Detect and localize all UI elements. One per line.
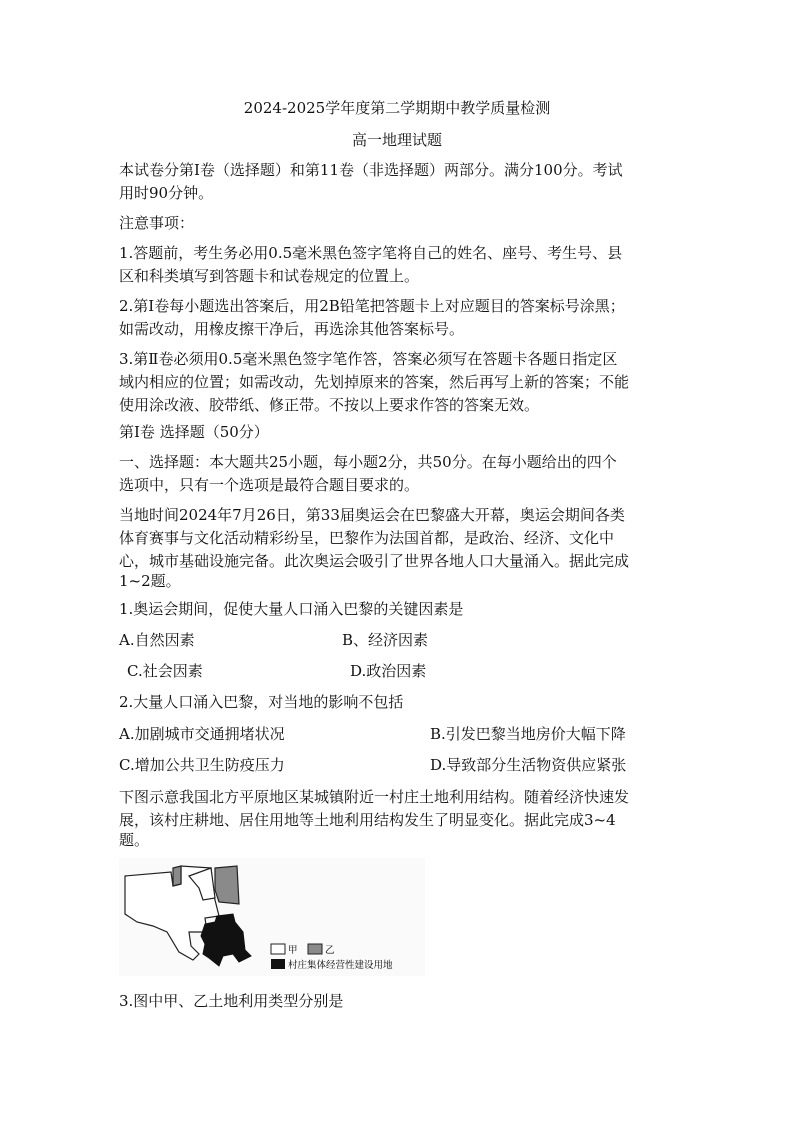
question-stem: 3.图中甲、乙土地利用类型分别是 [119,992,344,1010]
notice-line: 3.第Ⅱ卷必须用0.5毫米黑色签字笔作答，答案必须写在答题卡各题日指定区 [119,350,618,368]
notice-line: 区和科类填写到答题卡和试卷规定的位置上。 [119,267,420,285]
passage-line: 下图示意我国北方平原地区某城镇附近一村庄土地利用结构。随着经济快速发 [119,788,630,806]
section-instruction: 一、选择题：本大题共25小题，每小题2分，共50分。在每小题给出的四个 [119,453,617,471]
option-b: B.引发巴黎当地房价大幅下降 [430,725,626,743]
exam-title: 2024-2025学年度第二学期期中教学质量检测 [243,99,551,117]
option-a: A.加剧城市交通拥堵状况 [119,725,285,743]
option-d: D.导致部分生活物资供应紧张 [430,756,627,774]
legend-jia-label: 甲 [288,945,298,956]
passage-line: 题。 [119,831,150,849]
legend-collective-label: 村庄集体经营性建设用地 [288,960,393,971]
notice-line: 如需改动，用橡皮擦干净后，再选涂其他答案标号。 [119,320,465,338]
passage-line: 体育赛事与文化活动精彩纷呈，巴黎作为法国首都，是政治、经济、文化中 [119,529,615,547]
section-title: 第Ⅰ卷 选择题（50分） [119,423,269,441]
option-a: A.自然因素 [119,631,195,649]
option-c: C.增加公共卫生防疫压力 [119,756,285,774]
notice-line: 1.答题前，考生务必用0.5毫米黑色签字笔将自己的姓名、座号、考生号、县 [119,244,623,262]
option-b: B、经济因素 [342,631,429,649]
parcel-yi [173,866,181,886]
legend-yi-label: 乙 [325,945,335,956]
question-stem: 2.大量人口涌入巴黎，对当地的影响不包括 [119,693,404,711]
intro-line: 用时90分钟。 [119,184,214,202]
land-use-map [119,858,425,976]
passage-line: 当地时间2024年7月26日，第33届奥运会在巴黎盛大开幕，奥运会期间各类 [119,506,625,524]
passage-line: 展，该村庄耕地、居住用地等土地利用结构发生了明显变化。据此完成3~4 [119,811,616,829]
legend-jia-swatch [271,944,285,954]
passage-line: 心，城市基础设施完备。此次奥运会吸引了世界各地人口大量涌入。据此完成 [119,552,630,570]
notice-heading: 注意事项： [119,214,195,232]
legend-collective-swatch [271,959,285,969]
parcel-yi [215,866,239,904]
question-stem: 1.奥运会期间，促使大量人口涌入巴黎的关键因素是 [119,600,464,618]
legend-yi-swatch [308,944,322,954]
notice-line: 使用涂改液、胶带纸、修正带。不按以上要求作答的答案无效。 [119,396,540,414]
passage-line: 1~2题。 [119,572,181,590]
subject-title: 高一地理试题 [351,131,442,149]
intro-line: 本试卷分第Ⅰ卷（选择题）和第11卷（非选择题）两部分。满分100分。考试 [119,161,623,179]
section-instruction: 选项中，只有一个选项是最符合题目要求的。 [119,476,420,494]
notice-line: 域内相应的位置；如需改动，先划掉原来的答案，然后再写上新的答案；不能 [119,373,630,391]
option-d: D.政治因素 [350,662,427,680]
option-c: C.社会因素 [127,662,203,680]
notice-line: 2.第Ⅰ卷每小题选出答案后，用2B铅笔把答题卡上对应题目的答案标号涂黑； [119,297,625,315]
